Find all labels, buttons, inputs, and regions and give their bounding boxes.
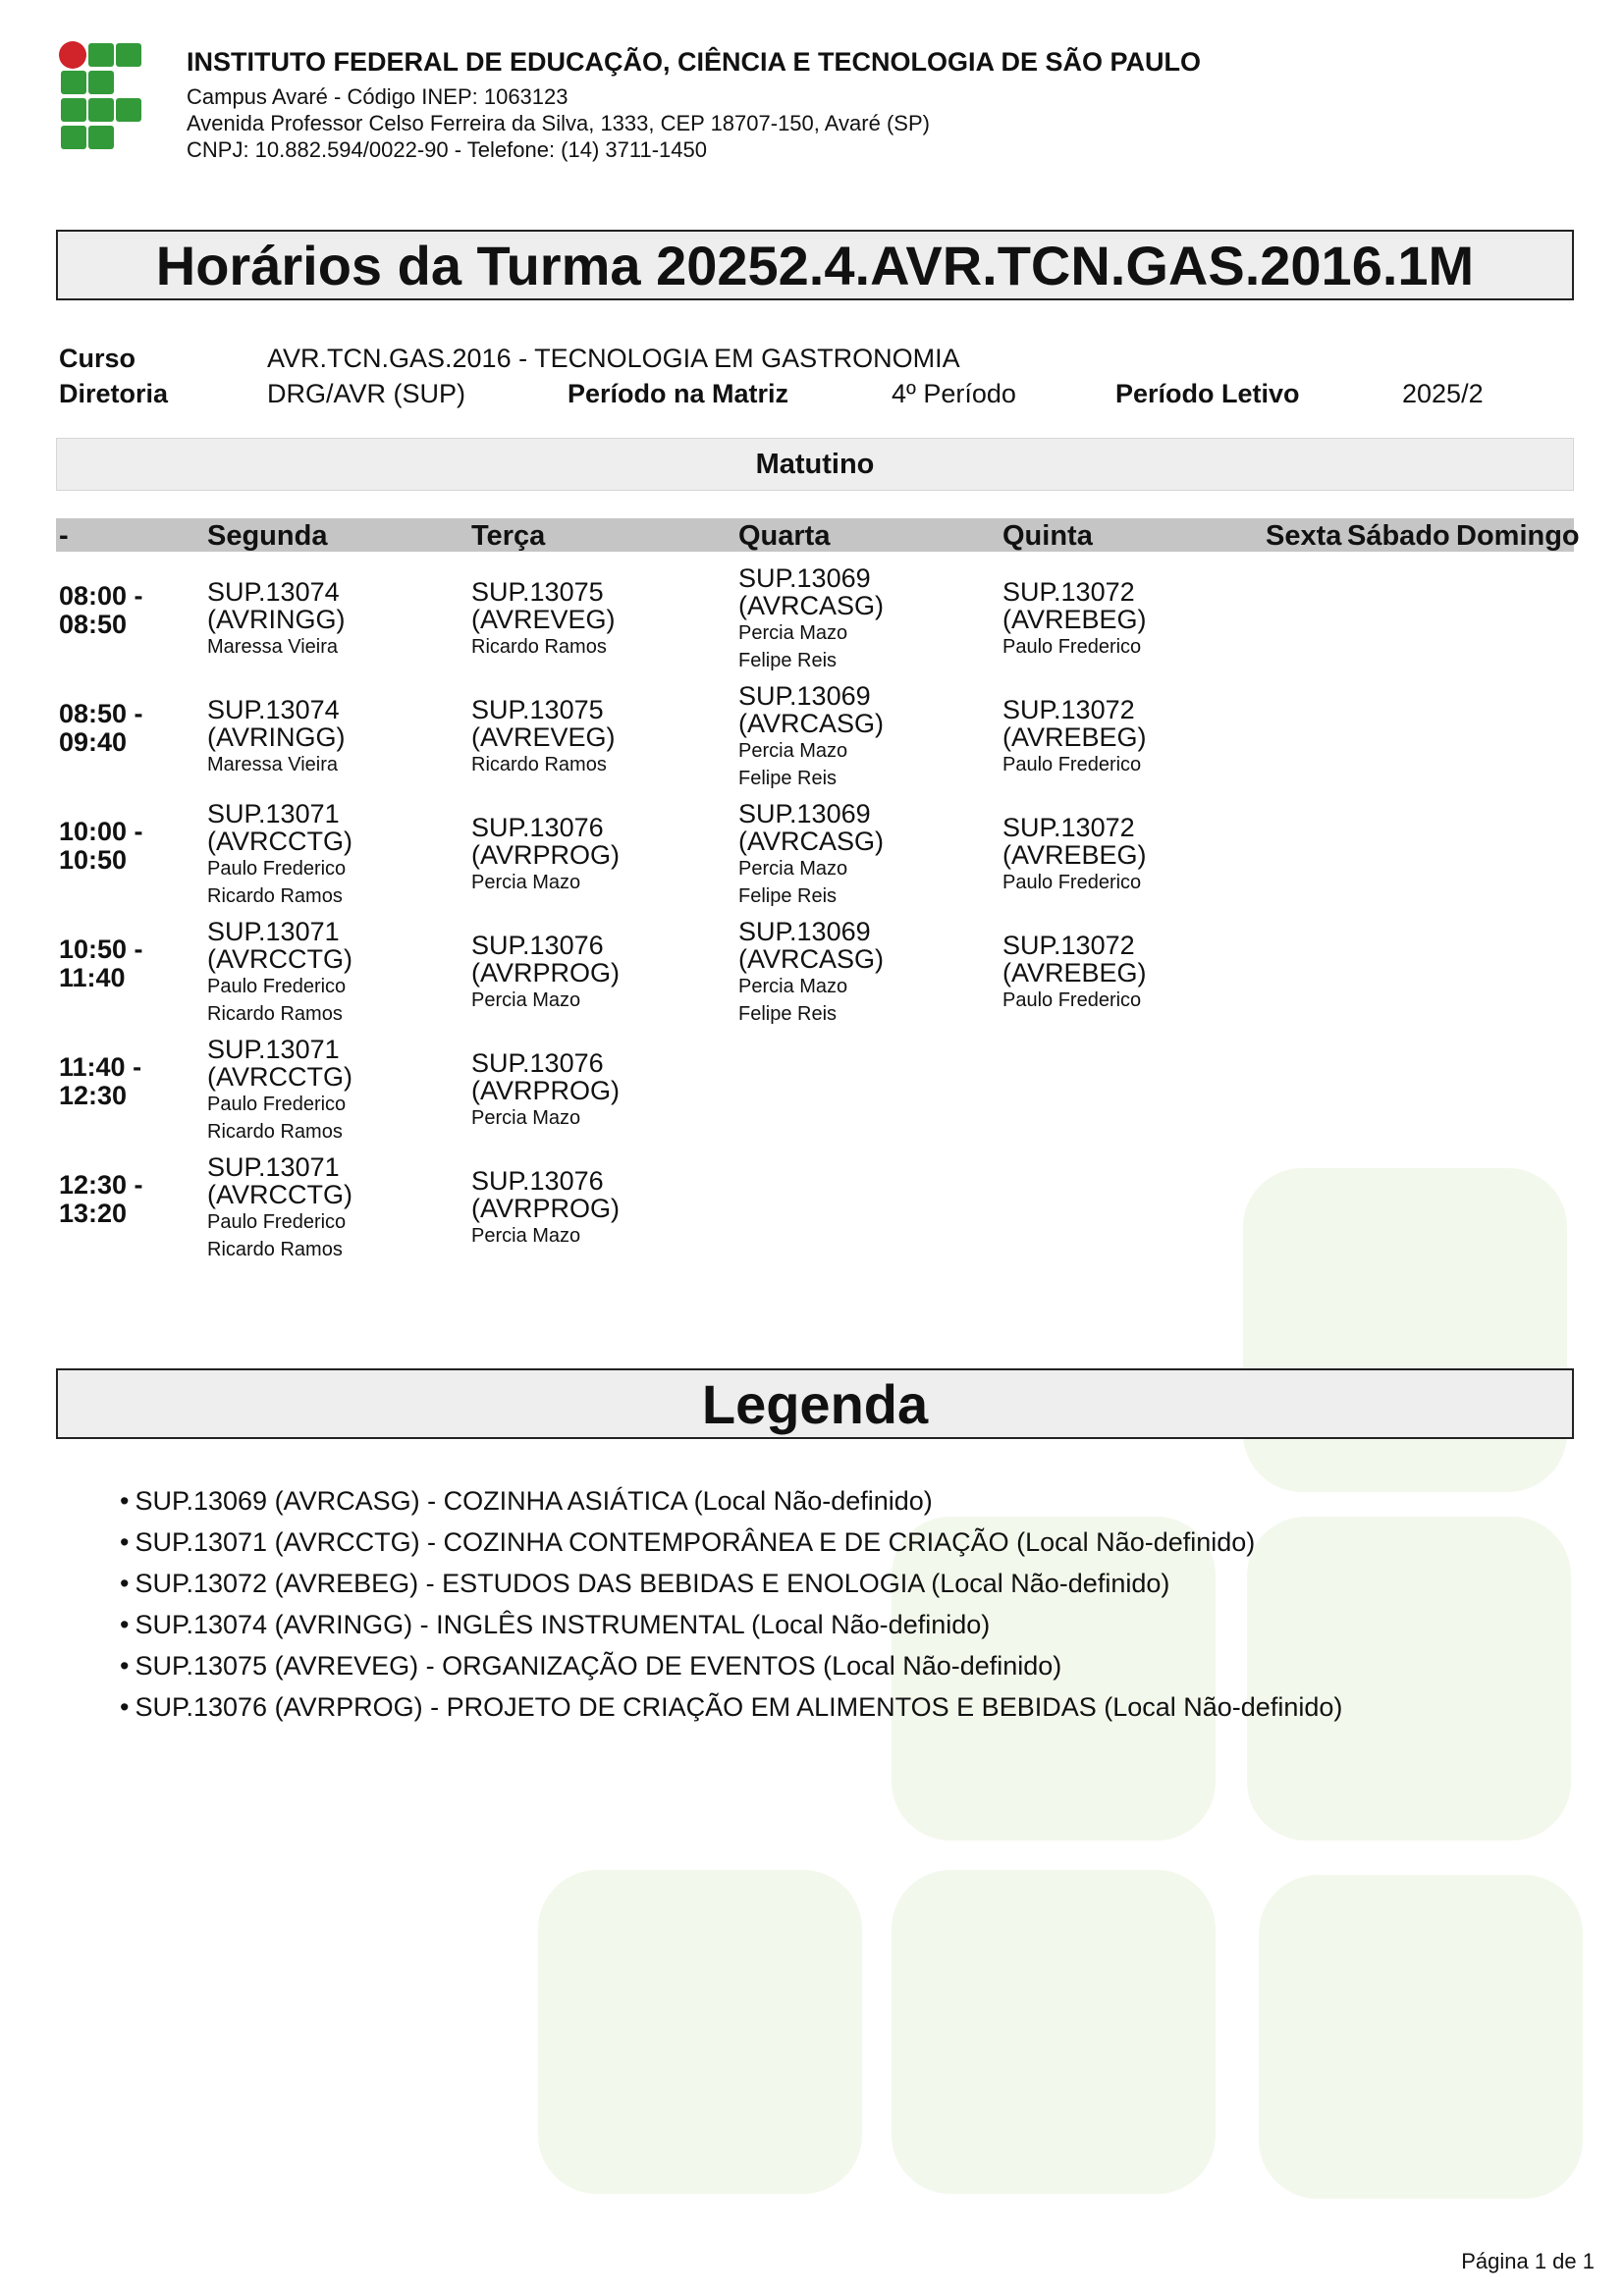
class-cell (471, 696, 616, 778)
header-sabado: Sábado (1347, 520, 1450, 552)
document-header (187, 47, 1561, 163)
legend-text: SUP.13076 (AVRPROG) - PROJETO DE CRIAÇÃO EM ALIMENTOS E BEBIDAS (Local Não-definido) (135, 1692, 1343, 1722)
class-abbreviation: (AVRCCTG) (207, 944, 352, 974)
class-code: SUP.13075 (471, 695, 604, 724)
legend-item (120, 1686, 1342, 1728)
class-abbreviation: (AVRCCTG) (207, 1062, 352, 1092)
time-line: 13:20 (59, 1199, 128, 1228)
class-abbreviation: (AVRPROG) (471, 958, 621, 988)
teacher-name: Paulo Frederico (1002, 989, 1142, 1011)
time-line: 10:00 - (59, 817, 143, 846)
watermark-square (1243, 1168, 1567, 1492)
teacher-name: Percia Mazo (738, 622, 848, 644)
legend-text: SUP.13074 (AVRINGG) - INGLÊS INSTRUMENTAL (Local Não-definido) (135, 1610, 991, 1639)
teacher-name: Ricardo Ramos (207, 885, 343, 907)
class-code: SUP.13076 (471, 931, 604, 960)
class-cell (207, 800, 352, 910)
time-line: 08:00 - (59, 581, 143, 611)
class-cell (207, 696, 346, 778)
class-abbreviation: (AVRCASG) (738, 709, 885, 738)
teacher-name: Felipe Reis (738, 650, 838, 671)
class-cell (738, 918, 884, 1028)
time-slot (59, 818, 143, 875)
periodo-matriz-label: Período na Matriz (568, 379, 789, 408)
time-slot (59, 1171, 143, 1228)
legend-item (120, 1563, 1342, 1604)
teacher-name: Percia Mazo (471, 989, 581, 1011)
time-line: 10:50 (59, 845, 128, 875)
class-cell (738, 800, 884, 910)
page-number: Página 1 de 1 (1461, 2249, 1595, 2273)
class-cell (207, 918, 352, 1028)
shift-heading: Matutino (56, 438, 1574, 491)
class-code: SUP.13069 (738, 563, 871, 593)
teacher-name: Paulo Frederico (1002, 754, 1142, 775)
class-cell (207, 578, 346, 661)
teacher-name: Percia Mazo (738, 858, 848, 880)
legend-item (120, 1522, 1342, 1563)
teacher-name: Paulo Frederico (207, 1211, 347, 1233)
class-cell (1002, 578, 1147, 661)
class-abbreviation: (AVRPROG) (471, 840, 621, 870)
bullet-icon: • (120, 1651, 130, 1681)
class-cell (471, 1049, 620, 1132)
class-cell (471, 1167, 620, 1250)
header-segunda: Segunda (207, 520, 328, 552)
teacher-name: Percia Mazo (471, 1107, 581, 1129)
header-terca: Terça (471, 520, 546, 552)
time-slot (59, 935, 143, 992)
teacher-name: Maressa Vieira (207, 636, 339, 658)
legend-item (120, 1480, 1342, 1522)
class-code: SUP.13071 (207, 799, 340, 828)
legend-text: SUP.13071 (AVRCCTG) - COZINHA CONTEMPORÂNEA E DE CRIAÇÃO (Local Não-definido) (135, 1527, 1256, 1557)
time-line: 11:40 - (59, 1052, 142, 1082)
teacher-name: Ricardo Ramos (471, 636, 607, 658)
time-line: 10:50 - (59, 934, 143, 964)
institution-name: INSTITUTO FEDERAL DE EDUCAÇÃO, CIÊNCIA E TECNOLOGIA DE SÃO PAULO (187, 47, 1202, 77)
time-slot (59, 582, 143, 639)
watermark-square (892, 1870, 1216, 2194)
teacher-name: Percia Mazo (471, 1225, 581, 1247)
class-code: SUP.13074 (207, 695, 340, 724)
time-line: 12:30 (59, 1081, 128, 1110)
class-code: SUP.13071 (207, 1035, 340, 1064)
class-cell (471, 814, 620, 896)
bullet-icon: • (120, 1692, 130, 1722)
teacher-name: Paulo Frederico (207, 1094, 347, 1115)
legend-text: SUP.13069 (AVRCASG) - COZINHA ASIÁTICA (Local Não-definido) (135, 1486, 933, 1516)
teacher-name: Percia Mazo (738, 740, 848, 762)
teacher-name: Ricardo Ramos (207, 1003, 343, 1025)
class-abbreviation: (AVREBEG) (1002, 722, 1147, 752)
teacher-name: Paulo Frederico (1002, 872, 1142, 893)
class-cell (738, 564, 884, 674)
class-code: SUP.13075 (471, 577, 604, 607)
class-code: SUP.13074 (207, 577, 340, 607)
class-code: SUP.13072 (1002, 813, 1135, 842)
contact-line: CNPJ: 10.882.594/0022-90 - Telefone: (14) 3711-1450 (187, 137, 707, 162)
class-cell (1002, 932, 1147, 1014)
legend-text: SUP.13072 (AVREBEG) - ESTUDOS DAS BEBIDAS E ENOLOGIA (Local Não-definido) (135, 1569, 1170, 1598)
watermark-square (538, 1870, 862, 2194)
class-cell (1002, 814, 1147, 896)
legend-item (120, 1645, 1342, 1686)
watermark-square (1259, 1875, 1583, 2199)
periodo-letivo-value: 2025/2 (1402, 379, 1484, 408)
class-abbreviation: (AVREBEG) (1002, 840, 1147, 870)
time-slot (59, 1053, 141, 1110)
class-code: SUP.13076 (471, 1166, 604, 1196)
class-code: SUP.13071 (207, 917, 340, 946)
class-cell (471, 578, 616, 661)
time-line: 11:40 (59, 963, 126, 992)
institution-logo (57, 41, 145, 154)
teacher-name: Ricardo Ramos (471, 754, 607, 775)
curso-label: Curso (59, 344, 136, 373)
header-domingo: Domingo (1456, 520, 1580, 552)
address-line: Avenida Professor Celso Ferreira da Silva, 1333, CEP 18707-150, Avaré (SP) (187, 111, 930, 135)
time-line: 12:30 - (59, 1170, 143, 1200)
bullet-icon: • (120, 1610, 130, 1639)
class-cell (738, 682, 884, 792)
class-abbreviation: (AVRPROG) (471, 1076, 621, 1105)
class-abbreviation: (AVRINGG) (207, 722, 346, 752)
legend-item (120, 1604, 1342, 1645)
teacher-name: Paulo Frederico (207, 858, 347, 880)
bullet-icon: • (120, 1486, 130, 1516)
class-abbreviation: (AVREVEG) (471, 722, 616, 752)
class-abbreviation: (AVREBEG) (1002, 605, 1147, 634)
curso-value: AVR.TCN.GAS.2016 - TECNOLOGIA EM GASTRONOMIA (267, 344, 960, 373)
teacher-name: Felipe Reis (738, 1003, 838, 1025)
time-line: 09:40 (59, 727, 128, 757)
time-slot (59, 700, 143, 757)
legend-text: SUP.13075 (AVREVEG) - ORGANIZAÇÃO DE EVENTOS (Local Não-definido) (135, 1651, 1062, 1681)
class-code: SUP.13076 (471, 1048, 604, 1078)
class-cell (1002, 696, 1147, 778)
class-code: SUP.13069 (738, 799, 871, 828)
teacher-name: Felipe Reis (738, 768, 838, 789)
header-sexta: Sexta (1266, 520, 1342, 552)
class-cell (207, 1036, 352, 1146)
periodo-matriz-value: 4º Período (892, 379, 1016, 408)
teacher-name: Maressa Vieira (207, 754, 339, 775)
class-cell (207, 1153, 352, 1263)
schedule-table-header (56, 518, 1580, 552)
class-abbreviation: (AVRPROG) (471, 1194, 621, 1223)
class-abbreviation: (AVRCCTG) (207, 1180, 352, 1209)
class-abbreviation: (AVRINGG) (207, 605, 346, 634)
class-abbreviation: (AVRCASG) (738, 591, 885, 620)
class-abbreviation: (AVREBEG) (1002, 958, 1147, 988)
class-abbreviation: (AVRCCTG) (207, 827, 352, 856)
periodo-letivo-label: Período Letivo (1115, 379, 1300, 408)
bullet-icon: • (120, 1527, 130, 1557)
bullet-icon: • (120, 1569, 130, 1598)
diretoria-value: DRG/AVR (SUP) (267, 379, 466, 408)
header-time: - (59, 520, 69, 552)
class-code: SUP.13072 (1002, 931, 1135, 960)
campus-line: Campus Avaré - Código INEP: 1063123 (187, 84, 568, 109)
teacher-name: Ricardo Ramos (207, 1239, 343, 1260)
class-code: SUP.13069 (738, 681, 871, 711)
teacher-name: Paulo Frederico (1002, 636, 1142, 658)
class-code: SUP.13072 (1002, 695, 1135, 724)
class-code: SUP.13069 (738, 917, 871, 946)
teacher-name: Felipe Reis (738, 885, 838, 907)
time-line: 08:50 (59, 610, 128, 639)
teacher-name: Percia Mazo (471, 872, 581, 893)
time-line: 08:50 - (59, 699, 143, 728)
class-code: SUP.13072 (1002, 577, 1135, 607)
teacher-name: Percia Mazo (738, 976, 848, 997)
header-quinta: Quinta (1002, 520, 1093, 552)
legend-list (120, 1480, 1342, 1728)
teacher-name: Paulo Frederico (207, 976, 347, 997)
class-abbreviation: (AVRCASG) (738, 944, 885, 974)
class-abbreviation: (AVREVEG) (471, 605, 616, 634)
class-cell (471, 932, 620, 1014)
diretoria-label: Diretoria (59, 379, 169, 408)
header-quarta: Quarta (738, 520, 831, 552)
legend-title: Legenda (56, 1368, 1574, 1439)
class-code: SUP.13076 (471, 813, 604, 842)
page-title: Horários da Turma 20252.4.AVR.TCN.GAS.2016.1M (56, 230, 1574, 300)
teacher-name: Ricardo Ramos (207, 1121, 343, 1143)
class-abbreviation: (AVRCASG) (738, 827, 885, 856)
class-code: SUP.13071 (207, 1152, 340, 1182)
